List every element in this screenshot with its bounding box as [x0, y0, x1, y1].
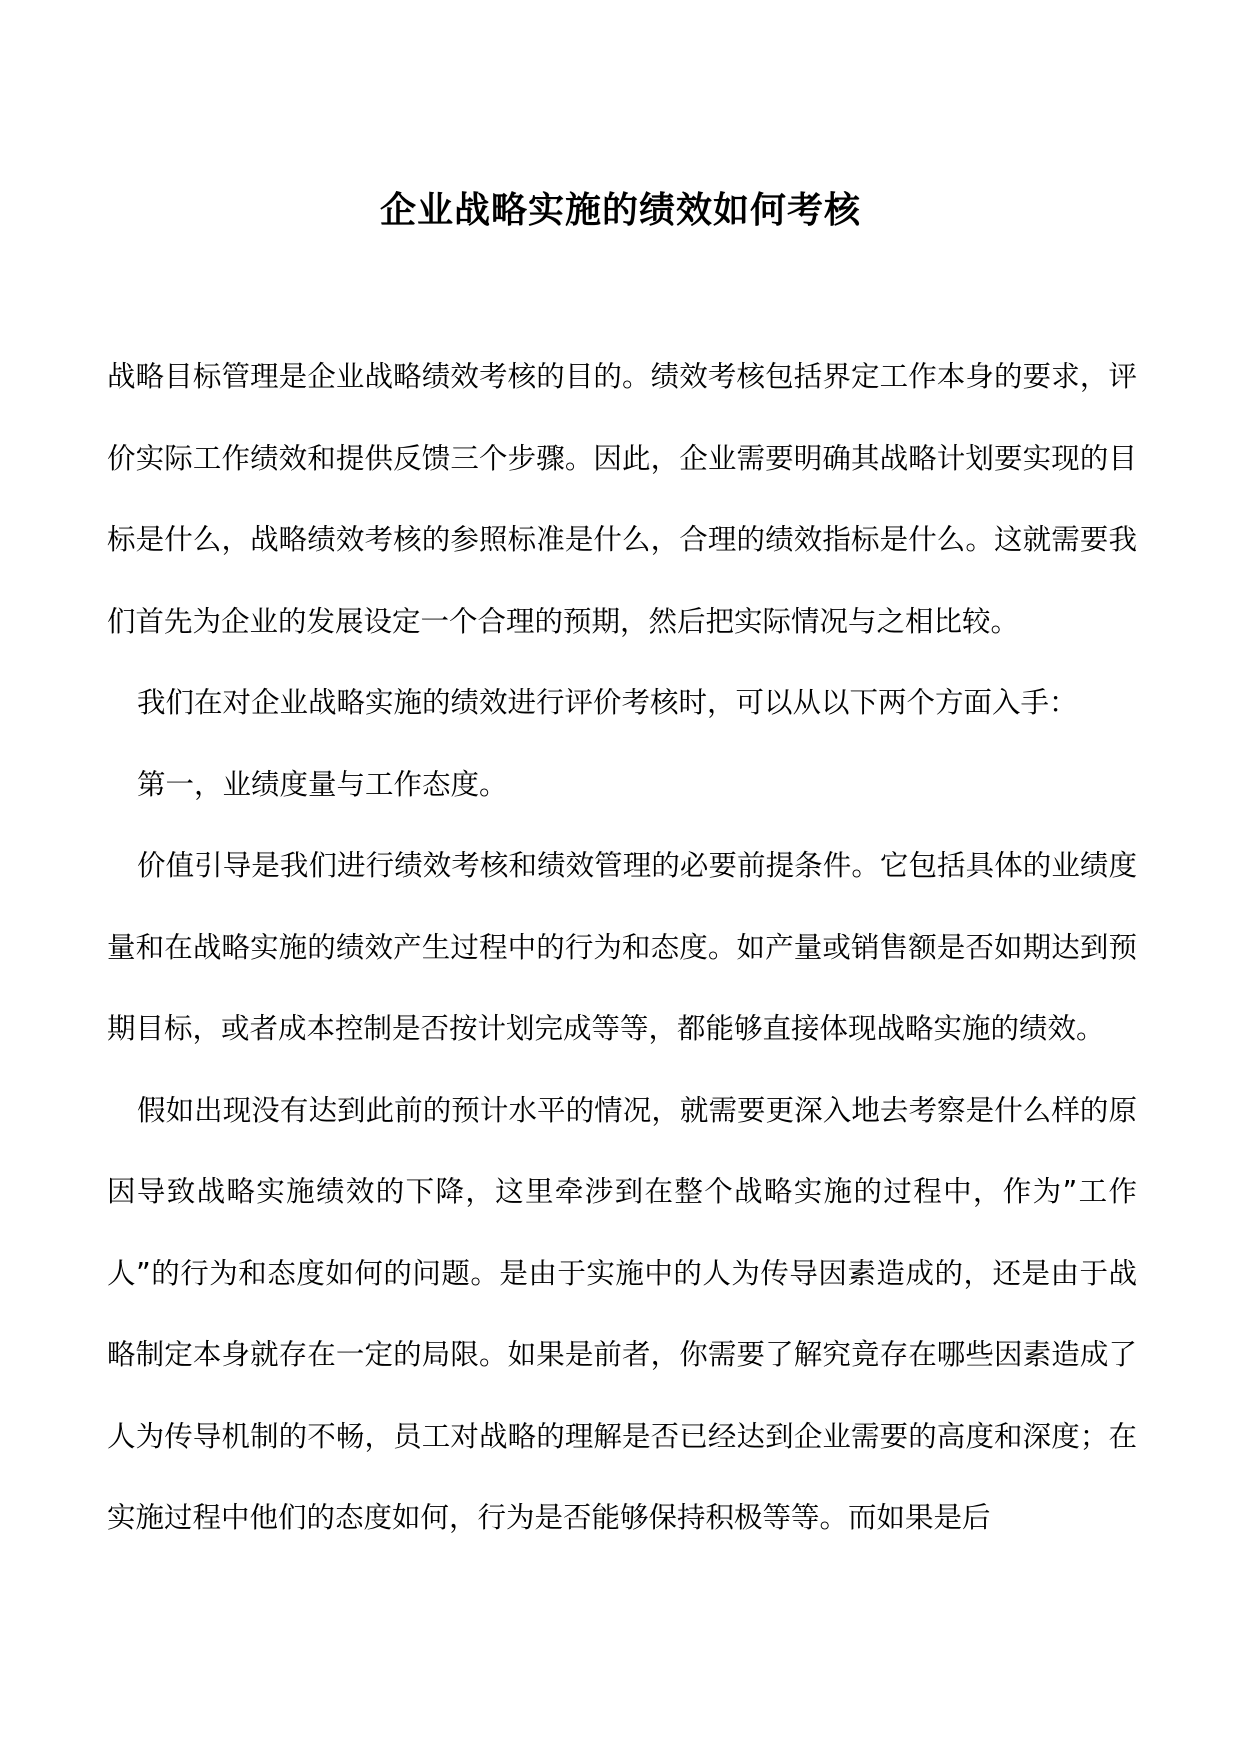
paragraph-shortfall-analysis: 假如出现没有达到此前的预计水平的情况，就需要更深入地去考察是什么样的原因导致战略实施绩效的下降，这里牵涉到在整个战略实施的过程中，作为”工作人”的行为和态度如何的问题。是由于实施中的人为传导因素造成的，还是由于战略制定本身就存在一定的局限。如果是前者，你需要了解究竟存在哪些因素造成了人为传导机制的不畅，员工对战略的理解是否已经达到企业需要的高度和深度；在实施过程中他们的态度如何，行为是否能够保持积极等等。而如果是后	[107, 1093, 1137, 1534]
paragraph-value-guidance: 价值引导是我们进行绩效考核和绩效管理的必要前提条件。它包括具体的业绩度量和在战略实施的绩效产生过程中的行为和态度。如产量或销售额是否如期达到预期目标，或者成本控制是否按计划完成等等，都能够直接体现战略实施的绩效。	[107, 849, 1137, 1045]
paragraph-approach: 我们在对企业战略实施的绩效进行评价考核时，可以从以下两个方面入手：	[137, 686, 1078, 719]
paragraph-intro: 战略目标管理是企业战略绩效考核的目的。绩效考核包括界定工作本身的要求，评价实际工作绩效和提供反馈三个步骤。因此，企业需要明确其战略计划要实现的目标是什么，战略绩效考核的参照标准是什么，合理的绩效指标是什么。这就需要我们首先为企业的发展设定一个合理的预期，然后把实际情况与之相比较。	[107, 360, 1137, 638]
document-title: 企业战略实施的绩效如何考核	[379, 189, 861, 232]
document-body	[107, 336, 1137, 1559]
paragraph-section-heading: 第一，业绩度量与工作态度。	[137, 767, 508, 801]
